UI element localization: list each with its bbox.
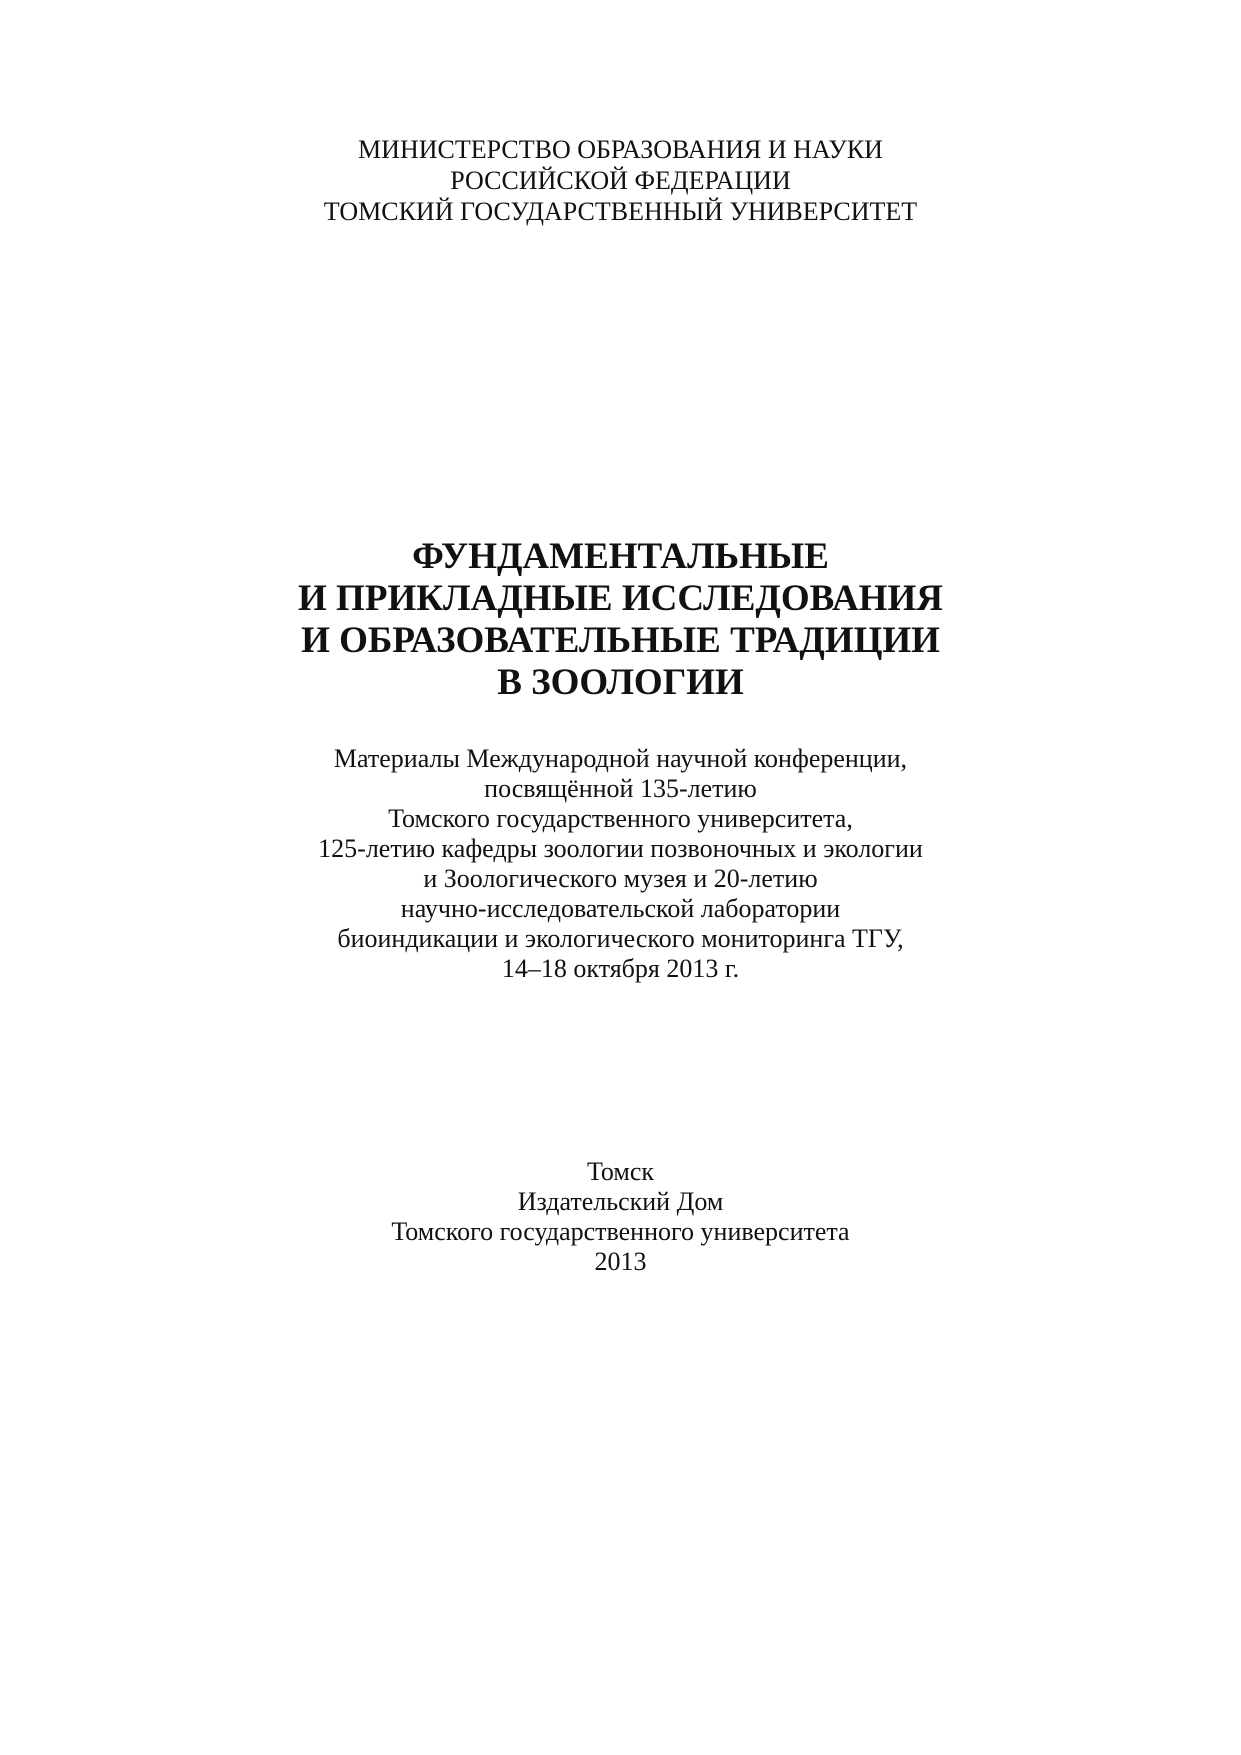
title-line-1: ФУНДАМЕНТАЛЬНЫЕ: [412, 536, 829, 577]
title-line-3: И ОБРАЗОВАТЕЛЬНЫЕ ТРАДИЦИИ: [301, 620, 940, 661]
publisher-imprint: [0, 1157, 1241, 1277]
subtitle-line-5: и Зоологического музея и 20-летию: [423, 864, 818, 893]
institution-header: [0, 134, 1241, 227]
imprint-publisher-university: Томского государственного университета: [391, 1217, 850, 1246]
book-title: [0, 536, 1241, 704]
header-line-ministry: МИНИСТЕРСТВО ОБРАЗОВАНИЯ И НАУКИ: [358, 135, 883, 164]
subtitle-line-2: посвящённой 135-летию: [484, 774, 757, 803]
subtitle-line-1: Материалы Международной научной конференции,: [333, 744, 908, 773]
imprint-city: Томск: [586, 1157, 655, 1186]
subtitle-line-8: 14–18 октября 2013 г.: [501, 954, 740, 983]
imprint-publisher: Издательский Дом: [517, 1187, 724, 1216]
title-line-4: В ЗООЛОГИИ: [497, 662, 744, 703]
subtitle-line-3: Томского государственного университета,: [388, 804, 853, 833]
subtitle-line-4: 125-летию кафедры зоологии позвоночных и экологии: [318, 834, 923, 863]
header-line-federation: РОССИЙСКОЙ ФЕДЕРАЦИИ: [450, 166, 791, 195]
header-line-university: ТОМСКИЙ ГОСУДАРСТВЕННЫЙ УНИВЕРСИТЕТ: [323, 197, 918, 226]
imprint-year: 2013: [594, 1247, 647, 1276]
subtitle-line-7: биоиндикации и экологического мониторинга ТГУ,: [337, 924, 904, 953]
title-line-2: И ПРИКЛАДНЫЕ ИССЛЕДОВАНИЯ: [298, 578, 943, 619]
conference-description: [0, 744, 1241, 984]
subtitle-line-6: научно-исследовательской лаборатории: [400, 894, 841, 923]
